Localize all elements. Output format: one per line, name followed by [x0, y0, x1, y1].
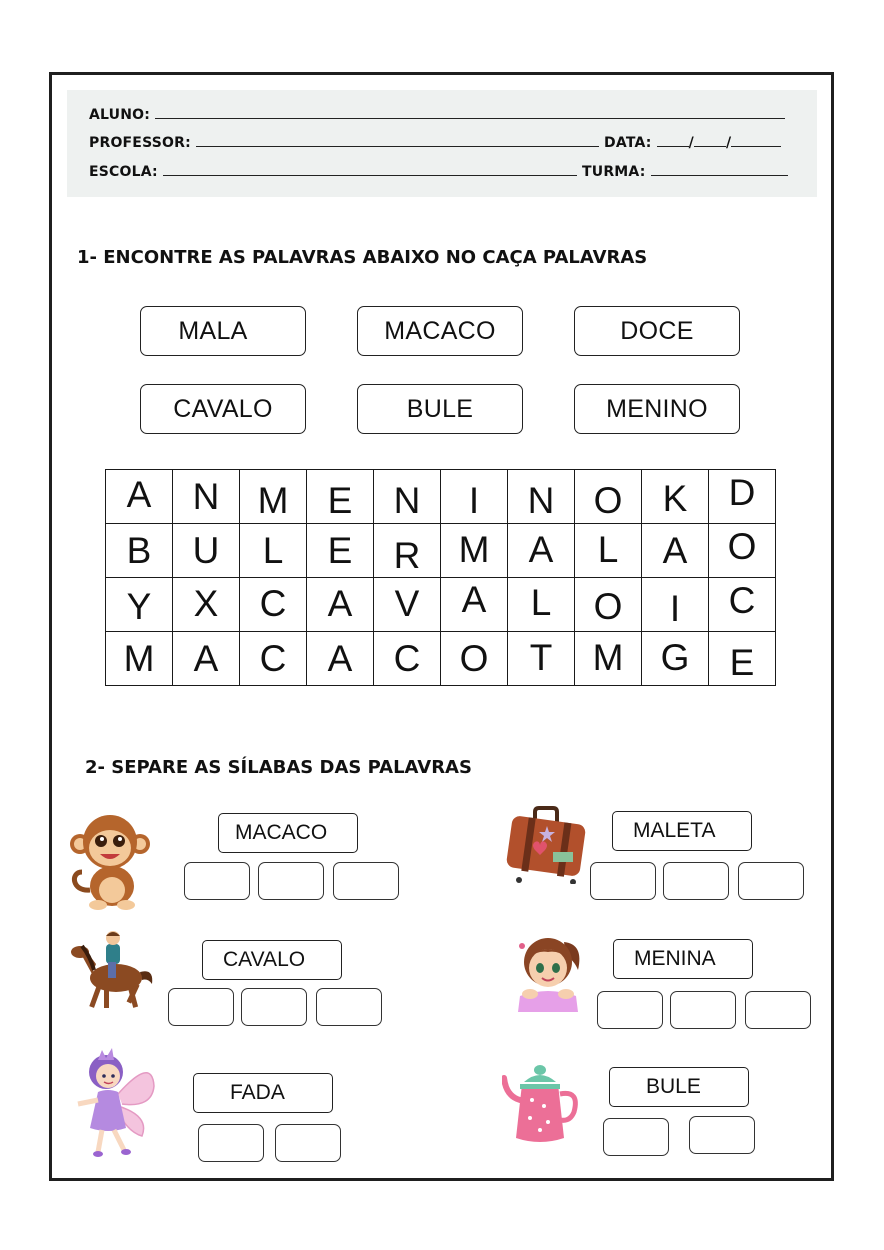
grid-cell[interactable]: [106, 632, 173, 686]
grid-letter: C: [393, 638, 421, 679]
grid-cell[interactable]: [508, 524, 575, 578]
professor-line: PROFESSOR: DATA: / /: [89, 134, 781, 151]
grid-letter: O: [459, 638, 489, 679]
date-year-field[interactable]: [731, 134, 781, 147]
grid-cell[interactable]: [642, 524, 709, 578]
grid-letter: I: [468, 480, 480, 521]
grid-cell[interactable]: [307, 470, 374, 524]
grid-cell[interactable]: [240, 632, 307, 686]
grid-letter: A: [662, 530, 688, 571]
syllable-answer-box[interactable]: [333, 862, 399, 900]
grid-letter: D: [728, 472, 756, 513]
grid-cell[interactable]: [709, 470, 776, 524]
grid-letter: L: [530, 582, 552, 623]
escola-line: [89, 163, 788, 180]
grid-letter: A: [461, 579, 487, 620]
syllable-word-bule: BULE: [609, 1067, 749, 1107]
syllable-answer-box[interactable]: [597, 991, 663, 1029]
turma-field[interactable]: [651, 163, 788, 176]
grid-cell[interactable]: [240, 578, 307, 632]
grid-letter: I: [669, 588, 681, 629]
word-search-grid: [105, 469, 776, 686]
grid-cell[interactable]: [307, 524, 374, 578]
syllable-word-menina: MENINA: [613, 939, 753, 979]
grid-cell[interactable]: [441, 524, 508, 578]
grid-cell[interactable]: [709, 578, 776, 632]
grid-letter: Y: [126, 586, 152, 627]
professor-field[interactable]: [196, 134, 599, 147]
syllable-answer-box[interactable]: [275, 1124, 341, 1162]
syllable-answer-box[interactable]: [689, 1116, 755, 1154]
grid-letter: C: [259, 638, 287, 679]
grid-cell[interactable]: [575, 470, 642, 524]
grid-cell[interactable]: [307, 632, 374, 686]
grid-cell[interactable]: [642, 470, 709, 524]
turma-label: TURMA:: [582, 164, 646, 180]
grid-cell[interactable]: [709, 632, 776, 686]
grid-letter: O: [727, 526, 757, 567]
professor-label: PROFESSOR:: [89, 135, 191, 151]
grid-cell[interactable]: [374, 578, 441, 632]
grid-letter: A: [327, 583, 353, 624]
syllable-answer-box[interactable]: [184, 862, 250, 900]
fairy-icon: [72, 1046, 158, 1164]
grid-cell[interactable]: [106, 524, 173, 578]
syllable-word-maleta: MALETA: [612, 811, 752, 851]
date-day-field[interactable]: [657, 134, 689, 147]
grid-cell[interactable]: [374, 632, 441, 686]
syllable-word-cavalo: CAVALO: [202, 940, 342, 980]
grid-letter: R: [393, 535, 421, 576]
grid-cell[interactable]: [374, 470, 441, 524]
grid-cell[interactable]: [240, 524, 307, 578]
grid-letter: O: [593, 480, 623, 521]
grid-letter: X: [193, 583, 219, 624]
grid-letter: T: [529, 637, 553, 678]
grid-cell[interactable]: [575, 578, 642, 632]
grid-letter: A: [528, 529, 554, 570]
aluno-label: ALUNO:: [89, 107, 151, 123]
section2-title: 2- SEPARE AS SÍLABAS DAS PALAVRAS: [85, 757, 472, 778]
date-month-field[interactable]: [694, 134, 726, 147]
grid-cell[interactable]: [508, 470, 575, 524]
syllable-answer-box[interactable]: [670, 991, 736, 1029]
syllable-answer-box[interactable]: [663, 862, 729, 900]
word-box-cavalo: CAVALO: [140, 384, 306, 434]
grid-cell[interactable]: [441, 578, 508, 632]
syllable-answer-box[interactable]: [745, 991, 811, 1029]
grid-cell[interactable]: [173, 578, 240, 632]
grid-letter: L: [262, 530, 284, 571]
grid-letter: E: [729, 642, 755, 683]
monkey-icon: [68, 810, 150, 910]
grid-letter: M: [257, 480, 289, 521]
syllable-answer-box[interactable]: [316, 988, 382, 1026]
grid-letter: G: [660, 637, 690, 678]
grid-row: [106, 470, 776, 524]
grid-letter: M: [123, 638, 155, 679]
syllable-answer-box[interactable]: [738, 862, 804, 900]
word-box-doce: DOCE: [574, 306, 740, 356]
grid-cell[interactable]: [441, 632, 508, 686]
grid-cell[interactable]: [240, 470, 307, 524]
grid-letter: L: [597, 529, 619, 570]
grid-letter: N: [192, 476, 220, 517]
grid-letter: M: [592, 637, 624, 678]
grid-letter: M: [458, 529, 490, 570]
grid-letter: K: [662, 478, 688, 519]
word-box-macaco: MACACO: [357, 306, 523, 356]
grid-letter: E: [327, 530, 353, 571]
word-box-menino: MENINO: [574, 384, 740, 434]
syllable-answer-box[interactable]: [590, 862, 656, 900]
teapot-icon: [502, 1060, 580, 1146]
grid-letter: A: [327, 638, 353, 679]
word-box-bule: BULE: [357, 384, 523, 434]
grid-cell[interactable]: [575, 632, 642, 686]
grid-letter: N: [393, 480, 421, 521]
syllable-answer-box[interactable]: [168, 988, 234, 1026]
girl-icon: [508, 930, 590, 1014]
escola-label: ESCOLA:: [89, 164, 158, 180]
grid-letter: O: [593, 586, 623, 627]
grid-letter: V: [394, 583, 420, 624]
grid-cell[interactable]: [173, 524, 240, 578]
section1-title: 1- ENCONTRE AS PALAVRAS ABAIXO NO CAÇA PALAVRAS: [77, 247, 648, 268]
grid-cell[interactable]: [508, 578, 575, 632]
grid-cell[interactable]: [642, 632, 709, 686]
grid-row: [106, 632, 776, 686]
syllable-word-fada: FADA: [193, 1073, 333, 1113]
grid-cell[interactable]: [307, 578, 374, 632]
syllable-answer-box[interactable]: [241, 988, 307, 1026]
grid-letter: B: [126, 530, 152, 571]
grid-row: [106, 578, 776, 632]
grid-row: [106, 524, 776, 578]
syllable-word-macaco: MACACO: [218, 813, 358, 853]
grid-cell[interactable]: [106, 578, 173, 632]
aluno-line: [89, 106, 785, 123]
syllable-answer-box[interactable]: [603, 1118, 669, 1156]
grid-letter: C: [259, 583, 287, 624]
syllable-answer-box[interactable]: [198, 1124, 264, 1162]
grid-letter: C: [728, 580, 756, 621]
grid-letter: A: [193, 638, 219, 679]
grid-cell[interactable]: [173, 632, 240, 686]
data-label: DATA:: [604, 135, 652, 151]
grid-cell[interactable]: [374, 524, 441, 578]
grid-cell[interactable]: [508, 632, 575, 686]
suitcase-icon: [505, 806, 587, 884]
grid-cell[interactable]: [642, 578, 709, 632]
escola-field[interactable]: [163, 163, 577, 176]
grid-letter: E: [327, 480, 353, 521]
grid-letter: N: [527, 480, 555, 521]
grid-cell[interactable]: [106, 470, 173, 524]
grid-cell[interactable]: [441, 470, 508, 524]
grid-letter: A: [126, 474, 152, 515]
word-box-mala: MALA: [140, 306, 306, 356]
grid-cell[interactable]: [575, 524, 642, 578]
grid-cell[interactable]: [709, 524, 776, 578]
syllable-answer-box[interactable]: [258, 862, 324, 900]
grid-letter: U: [192, 530, 220, 571]
grid-cell[interactable]: [173, 470, 240, 524]
aluno-field[interactable]: [155, 106, 785, 119]
horse-rider-icon: [70, 928, 156, 1014]
